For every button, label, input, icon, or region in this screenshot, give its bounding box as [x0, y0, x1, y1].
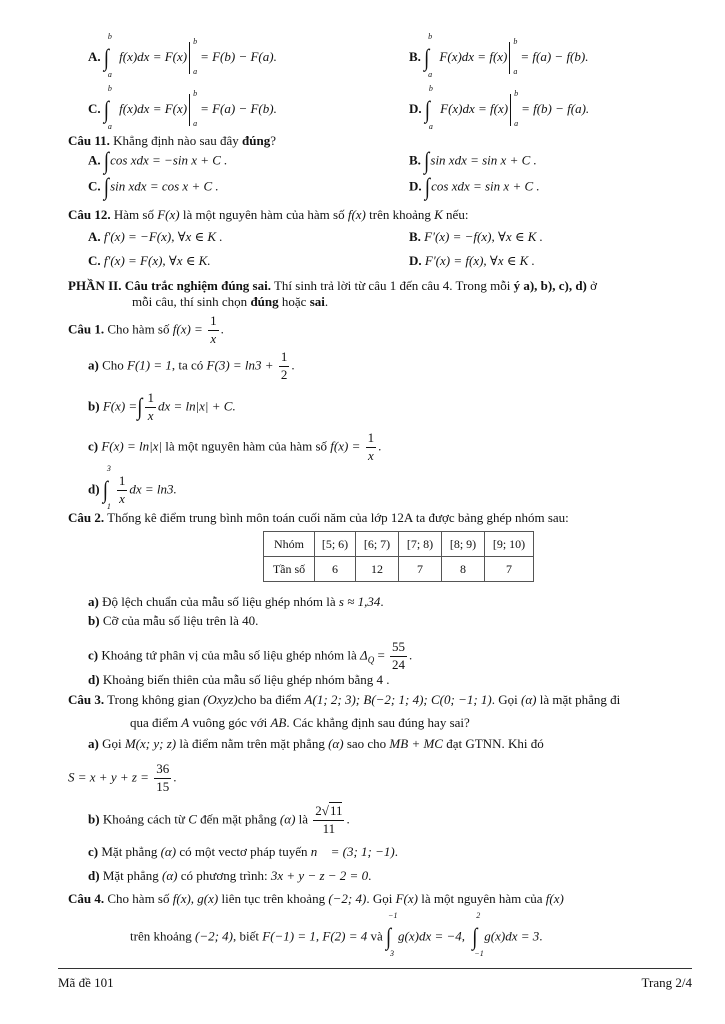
table-cell: [7; 8) — [399, 532, 442, 557]
c1-stem: Câu 1. Cho hàm số f(x) = $\frac{1}{x}$ . — [68, 313, 224, 346]
table-header: Tần số — [264, 557, 315, 582]
c2-statement-d: d) Khoảng biến thiên của mẫu số liệu ghép nhóm bằng 4 . — [88, 672, 390, 687]
q12-option-b: B. F′(x) = −f(x), ∀x ∈ K . — [409, 229, 543, 244]
q12-stem: Câu 12. Hàm số F(x) là một nguyên hàm của hàm số f(x) trên khoảng K nếu: — [68, 207, 469, 222]
q11-option-a: A. ∫cos xdx = −sin x + C . — [88, 148, 228, 175]
q12-option-a: A. f′(x) = −F(x), ∀x ∈ K . — [88, 229, 223, 244]
c3-statement-d: d) Mặt phẳng (α) có phương trình: 3x + y − z − 2 = 0. — [88, 868, 372, 883]
c3-statement-b: b) Khoảng cách từ C đến mặt phẳng (α) là $\frac{2√11}{11}$ . — [88, 803, 350, 836]
table-cell: [8; 9) — [442, 532, 485, 557]
table-row — [264, 557, 534, 582]
table-header: Nhóm — [264, 532, 315, 557]
footer-exam-code: Mã đề 101 — [58, 975, 114, 990]
footer-divider — [58, 968, 692, 969]
c1-statement-a: a) Cho F(1) = 1, ta có F(3) = ln3 + $\frac{1}{2}$ . — [88, 349, 295, 382]
table-cell: 7 — [485, 557, 534, 582]
q10-option-b: B. b ∫ a F(x)dx = f(x) b a = f(a) − f(b). — [409, 31, 589, 79]
part2-heading: PHẦN II. Câu trắc nghiệm đúng sai. Thí sinh trả lời từ câu 1 đến câu 4. Trong mỗi ý a), b), c), d) ở — [68, 278, 597, 293]
q11-option-b: B. ∫sin xdx = sin x + C . — [409, 148, 537, 175]
q11-option-d: D. ∫cos xdx = sin x + C . — [409, 174, 540, 201]
c1-statement-c: c) F(x) = ln|x| là một nguyên hàm của hàm số f(x) = $\frac{1}{x}$ . — [88, 430, 382, 463]
c2-statement-b: b) Cỡ của mẫu số liệu trên là 40. — [88, 613, 259, 628]
table-cell: 6 — [315, 557, 356, 582]
table-cell: 12 — [356, 557, 399, 582]
table-cell: [6; 7) — [356, 532, 399, 557]
c4-stem-line2: trên khoảng (−2; 4), biết F(−1) = 1, F(2) = 4 và −1 ∫ 3 g(x)dx = −4, 2 ∫ −1 g(x)dx = 3. — [130, 911, 543, 958]
footer-page-number: Trang 2/4 — [641, 975, 692, 990]
c3-stem-line1: Câu 3. Trong không gian (Oxyz)cho ba điểm A(1; 2; 3); B(−2; 1; 4); C(0; −1; 1). Gọi (α) là mặt phẳng đi — [68, 692, 621, 707]
c2-statement-a: a) Độ lệch chuẩn của mẫu số liệu ghép nhóm là s ≈ 1,34. — [88, 594, 384, 609]
table-cell: [9; 10) — [485, 532, 534, 557]
table-row — [264, 532, 534, 557]
c3-statement-a: a) Gọi M(x; y; z) là điểm nằm trên mặt phẳng (α) sao cho MB + MC đạt GTNN. Khi đó — [88, 736, 544, 751]
c1-statement-b: b) F(x) =∫ $\frac{1}{x}$ dx = ln|x| + C. — [88, 390, 236, 423]
table-cell: 8 — [442, 557, 485, 582]
c2-statement-c: c) Khoảng tứ phân vị của mẫu số liệu ghép nhóm là $\Delta_Q$ = $\frac{55}{24}$ . — [88, 639, 413, 672]
c3-statement-c: c) Mặt phẳng (α) có một vectơ pháp tuyến n⃗ = (3; 1; −1). — [88, 844, 398, 859]
q12-option-d: D. F′(x) = f(x), ∀x ∈ K . — [409, 253, 535, 268]
table-cell: [5; 6) — [315, 532, 356, 557]
c2-stem: Câu 2. Thống kê điểm trung bình môn toán cuối năm của lớp 12A ta được bảng ghép nhóm sau: — [68, 510, 569, 525]
c1-statement-d: d) 3 ∫ 1 $\frac{1}{x}$ dx = ln3. — [88, 463, 177, 511]
q10-option-a: A. b ∫ a f(x)dx = F(x) b a = F(b) − F(a). — [88, 31, 277, 79]
table-cell: 7 — [399, 557, 442, 582]
c3-stem-line2: qua điểm A vuông góc với AB. Các khẳng định sau đúng hay sai? — [130, 715, 470, 730]
c4-stem-line1: Câu 4. Cho hàm số f(x), g(x) liên tục trên khoảng (−2; 4). Gọi F(x) là một nguyên hàm của f(x) — [68, 891, 564, 906]
q11-option-c: C. ∫sin xdx = cos x + C . — [88, 174, 219, 201]
q10-option-d: D. b ∫ a F(x)dx = f(x) b a = f(b) − f(a). — [409, 83, 590, 131]
q10-option-c: C. b ∫ a f(x)dx = F(x) b a = F(a) − F(b). — [88, 83, 277, 131]
q12-option-c: C. f′(x) = F(x), ∀x ∈ K. — [88, 253, 211, 268]
part2-instruction: mỗi câu, thí sinh chọn đúng hoặc sai. — [132, 294, 329, 309]
grouped-frequency-table — [263, 531, 534, 582]
c3-statement-a-result: S = x + y + z = $\frac{36}{15}$ . — [68, 761, 177, 794]
q11-stem: Câu 11. Khẳng định nào sau đây đúng? — [68, 133, 277, 148]
